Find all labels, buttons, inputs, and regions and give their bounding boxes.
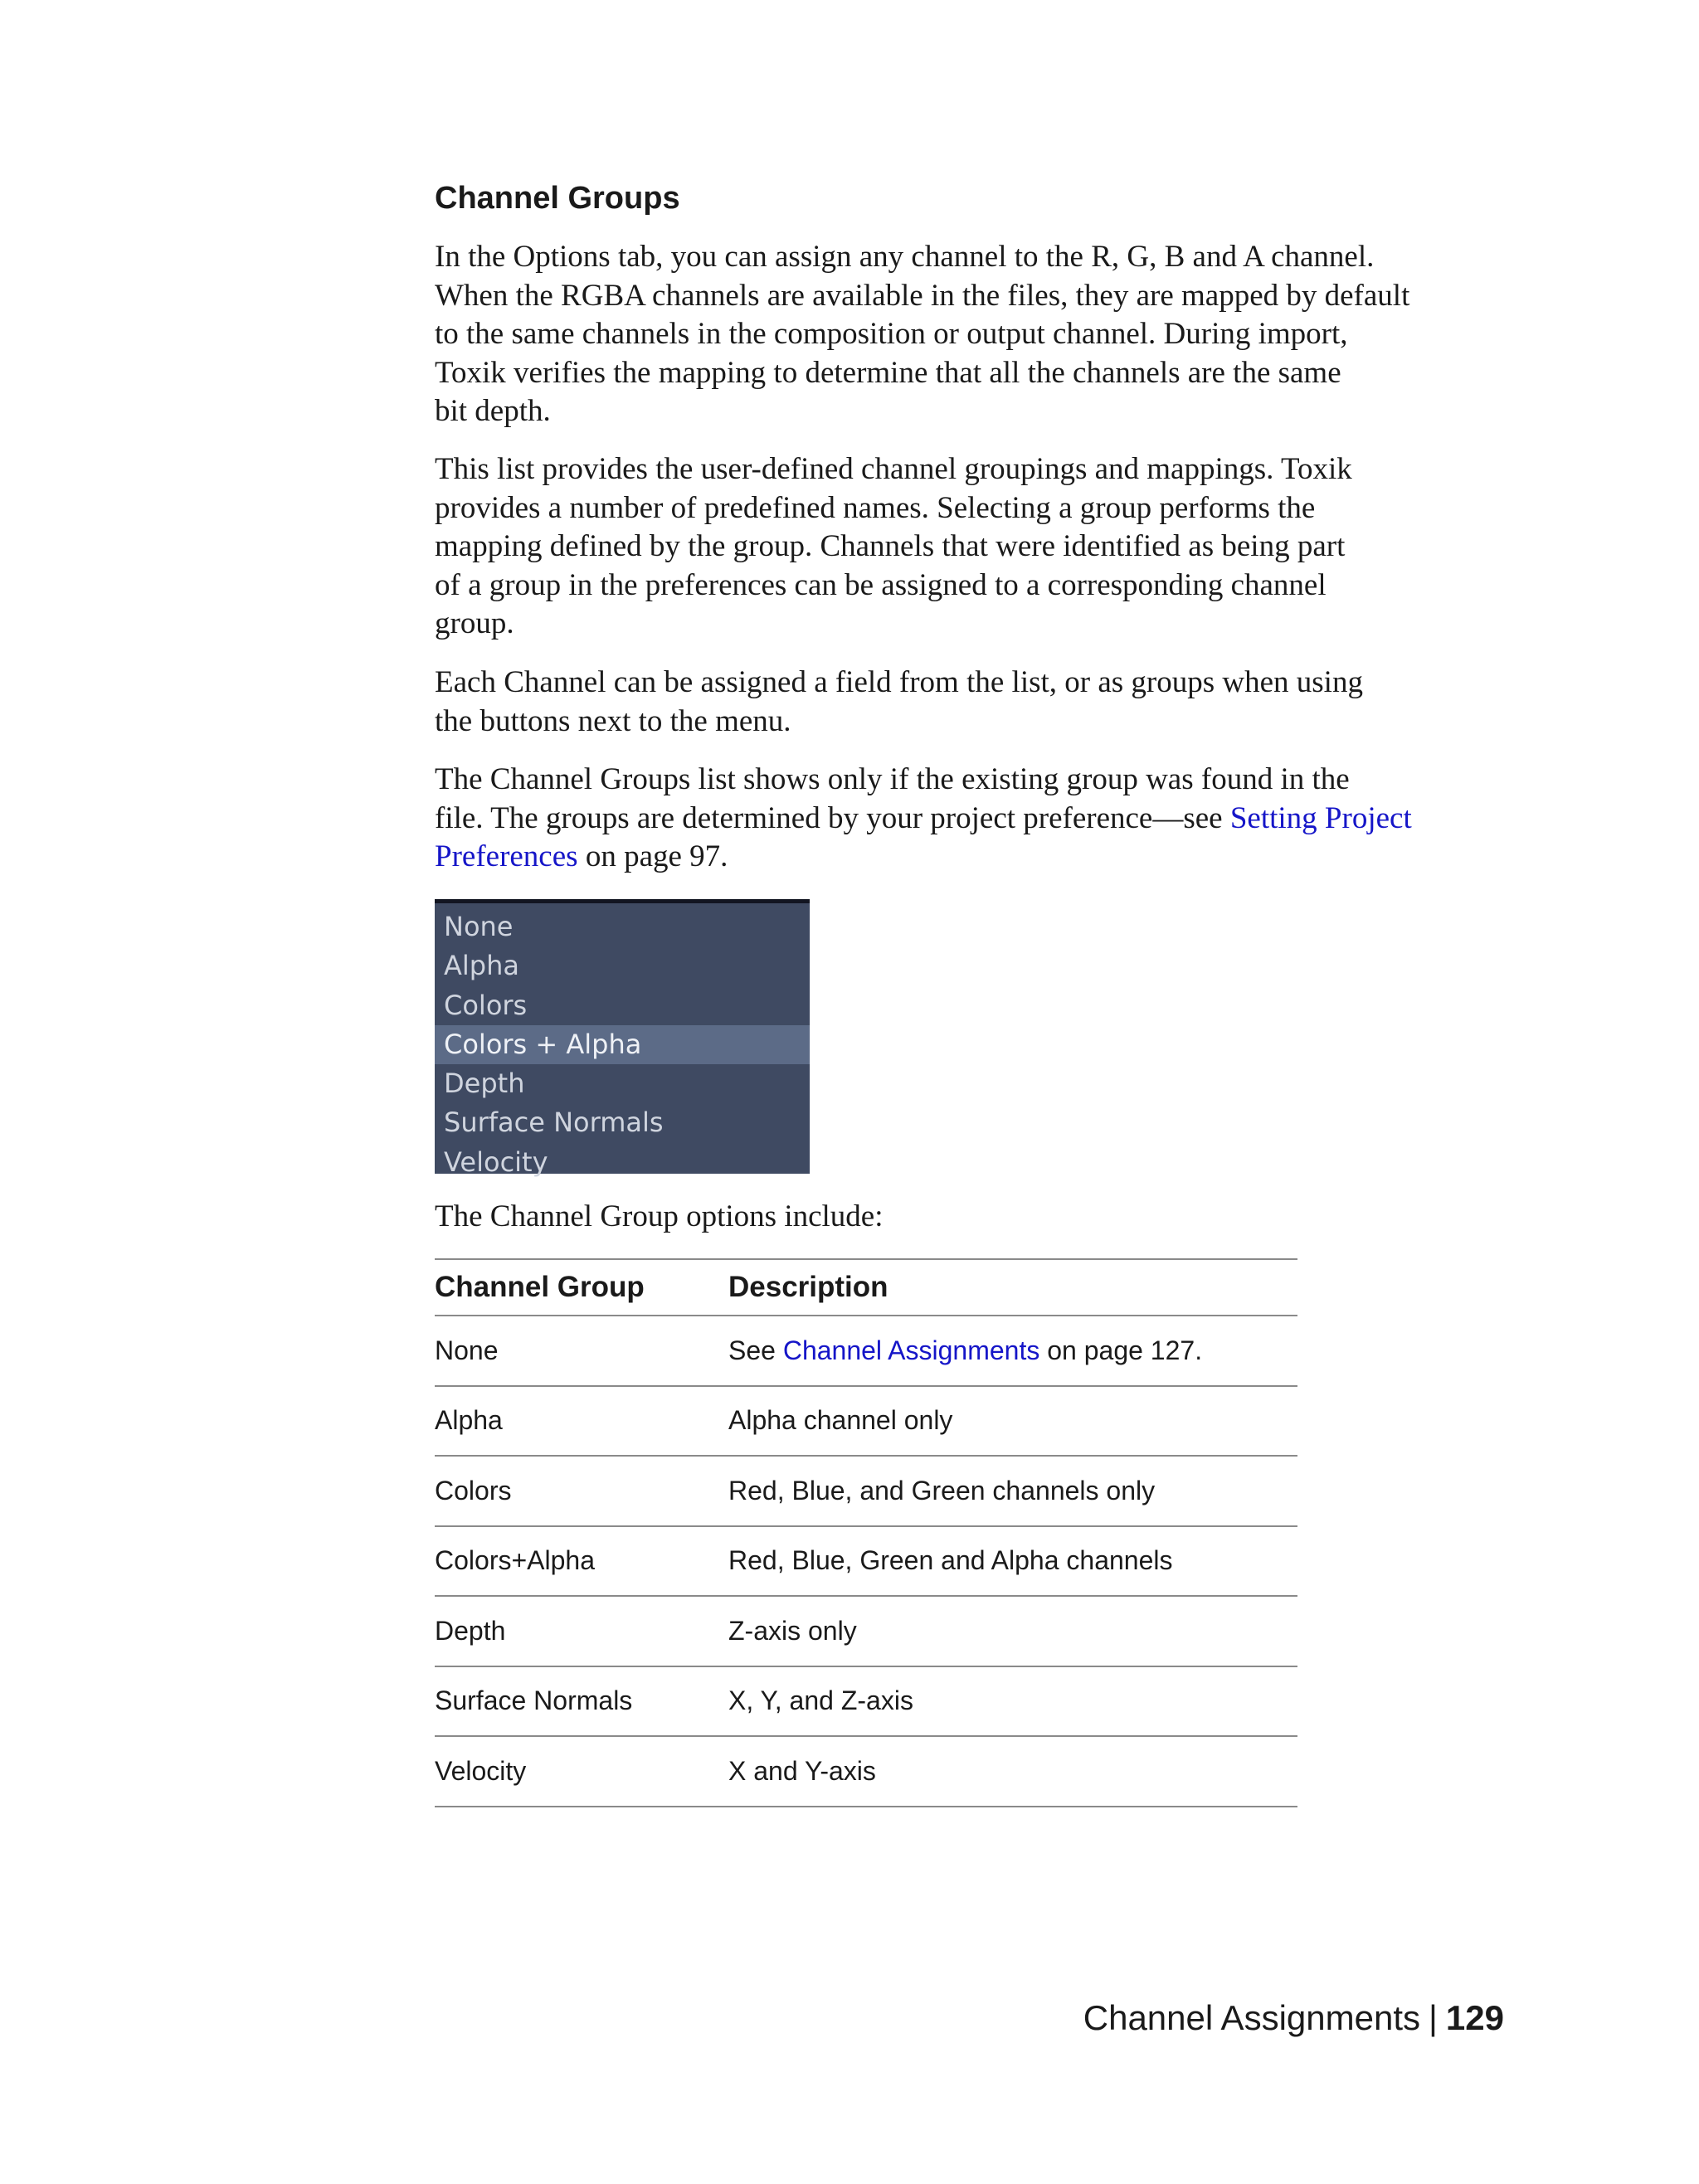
cell-channel-group: Colors+Alpha (435, 1545, 595, 1576)
table-row (435, 1667, 1297, 1738)
paragraph-text: on page 97. (577, 839, 728, 874)
cell-channel-group: Velocity (435, 1755, 527, 1786)
cell-description: Z-axis only (728, 1615, 857, 1646)
paragraph-line: Toxik verifies the mapping to determine that all the channels are the same (435, 355, 1341, 390)
table-header-row (435, 1260, 1297, 1316)
cell-description: Alpha channel only (728, 1405, 953, 1436)
paragraph-channel-groups-list (435, 761, 1513, 877)
paragraph-line: The Channel Groups list shows only if the existing group was found in the (435, 762, 1350, 796)
paragraph-line: the buttons next to the menu. (435, 703, 791, 738)
paragraph-line (435, 800, 1513, 839)
page-number: 129 (1445, 1998, 1504, 2037)
paragraph-line: In the Options tab, you can assign any channel to the R, G, B and A channel. (435, 240, 1375, 274)
table-row (435, 1737, 1297, 1807)
menu-item-colors-alpha[interactable]: Colors + Alpha (435, 1025, 810, 1064)
paragraph-line: to the same channels in the composition or output channel. During import, (435, 317, 1348, 352)
table-row (435, 1387, 1297, 1457)
cell-channel-group: Depth (435, 1615, 506, 1646)
paragraph-line: bit depth. (435, 394, 551, 429)
menu-item-depth[interactable]: Depth (444, 1068, 525, 1100)
paragraph-assign-field (435, 664, 1513, 741)
paragraph-line: This list provides the user-defined channel groupings and mappings. Toxik (435, 452, 1352, 486)
table-row (435, 1527, 1297, 1598)
setting-project-preferences-link[interactable]: Setting Project (1229, 800, 1412, 835)
paragraph-line (435, 838, 1513, 877)
page-footer (1083, 1995, 1504, 2041)
cell-channel-group: None (435, 1335, 499, 1365)
paragraph-line: provides a number of predefined names. Selecting a group performs the (435, 490, 1316, 525)
paragraph-text: file. The groups are determined by your project preference—see (435, 800, 1230, 835)
paragraph-line: mapping defined by the group. Channels that were identified as being part (435, 529, 1346, 564)
table-row (435, 1597, 1297, 1667)
cell-description: X and Y-axis (728, 1755, 876, 1786)
cell-channel-group: Surface Normals (435, 1685, 633, 1716)
paragraph-line: When the RGBA channels are available in the files, they are mapped by default (435, 278, 1410, 313)
footer-separator: | (1429, 1998, 1438, 2037)
channel-group-table (435, 1258, 1297, 1807)
cell-text: on page 127. (1039, 1335, 1203, 1365)
cell-text: See (728, 1335, 783, 1365)
column-header-description: Description (728, 1271, 888, 1303)
section-heading: Channel Groups (435, 181, 680, 216)
setting-project-preferences-link-continued[interactable]: Preferences (435, 839, 578, 874)
channel-assignments-link[interactable]: Channel Assignments (782, 1335, 1040, 1365)
cell-description: X, Y, and Z-axis (728, 1685, 913, 1716)
footer-section-title: Channel Assignments (1083, 1998, 1420, 2037)
channel-groups-menu-screenshot (435, 899, 810, 1178)
table-caption: The Channel Group options include: (435, 1199, 884, 1233)
cell-channel-group: Alpha (435, 1405, 503, 1436)
menu-item-surface-normals[interactable]: Surface Normals (444, 1107, 664, 1139)
menu-item-colors[interactable]: Colors (444, 989, 528, 1021)
column-header-channel-group: Channel Group (435, 1271, 645, 1303)
paragraph-line: Each Channel can be assigned a field from the list, or as groups when using (435, 665, 1363, 699)
table-row (435, 1457, 1297, 1527)
table-row (435, 1316, 1297, 1387)
paragraph-groupings (435, 450, 1513, 644)
menu-item-none[interactable]: None (444, 911, 514, 942)
paragraph-options-tab (435, 238, 1513, 431)
menu-item-velocity[interactable]: Velocity (444, 1146, 548, 1178)
cell-description: Red, Blue, and Green channels only (728, 1475, 1156, 1505)
menu-item-alpha[interactable]: Alpha (444, 950, 519, 982)
cell-channel-group: Colors (435, 1475, 512, 1505)
cell-description (728, 1316, 1202, 1385)
paragraph-line: of a group in the preferences can be assigned to a corresponding channel (435, 567, 1327, 602)
cell-description: Red, Blue, Green and Alpha channels (728, 1545, 1173, 1576)
paragraph-line: group. (435, 606, 514, 641)
